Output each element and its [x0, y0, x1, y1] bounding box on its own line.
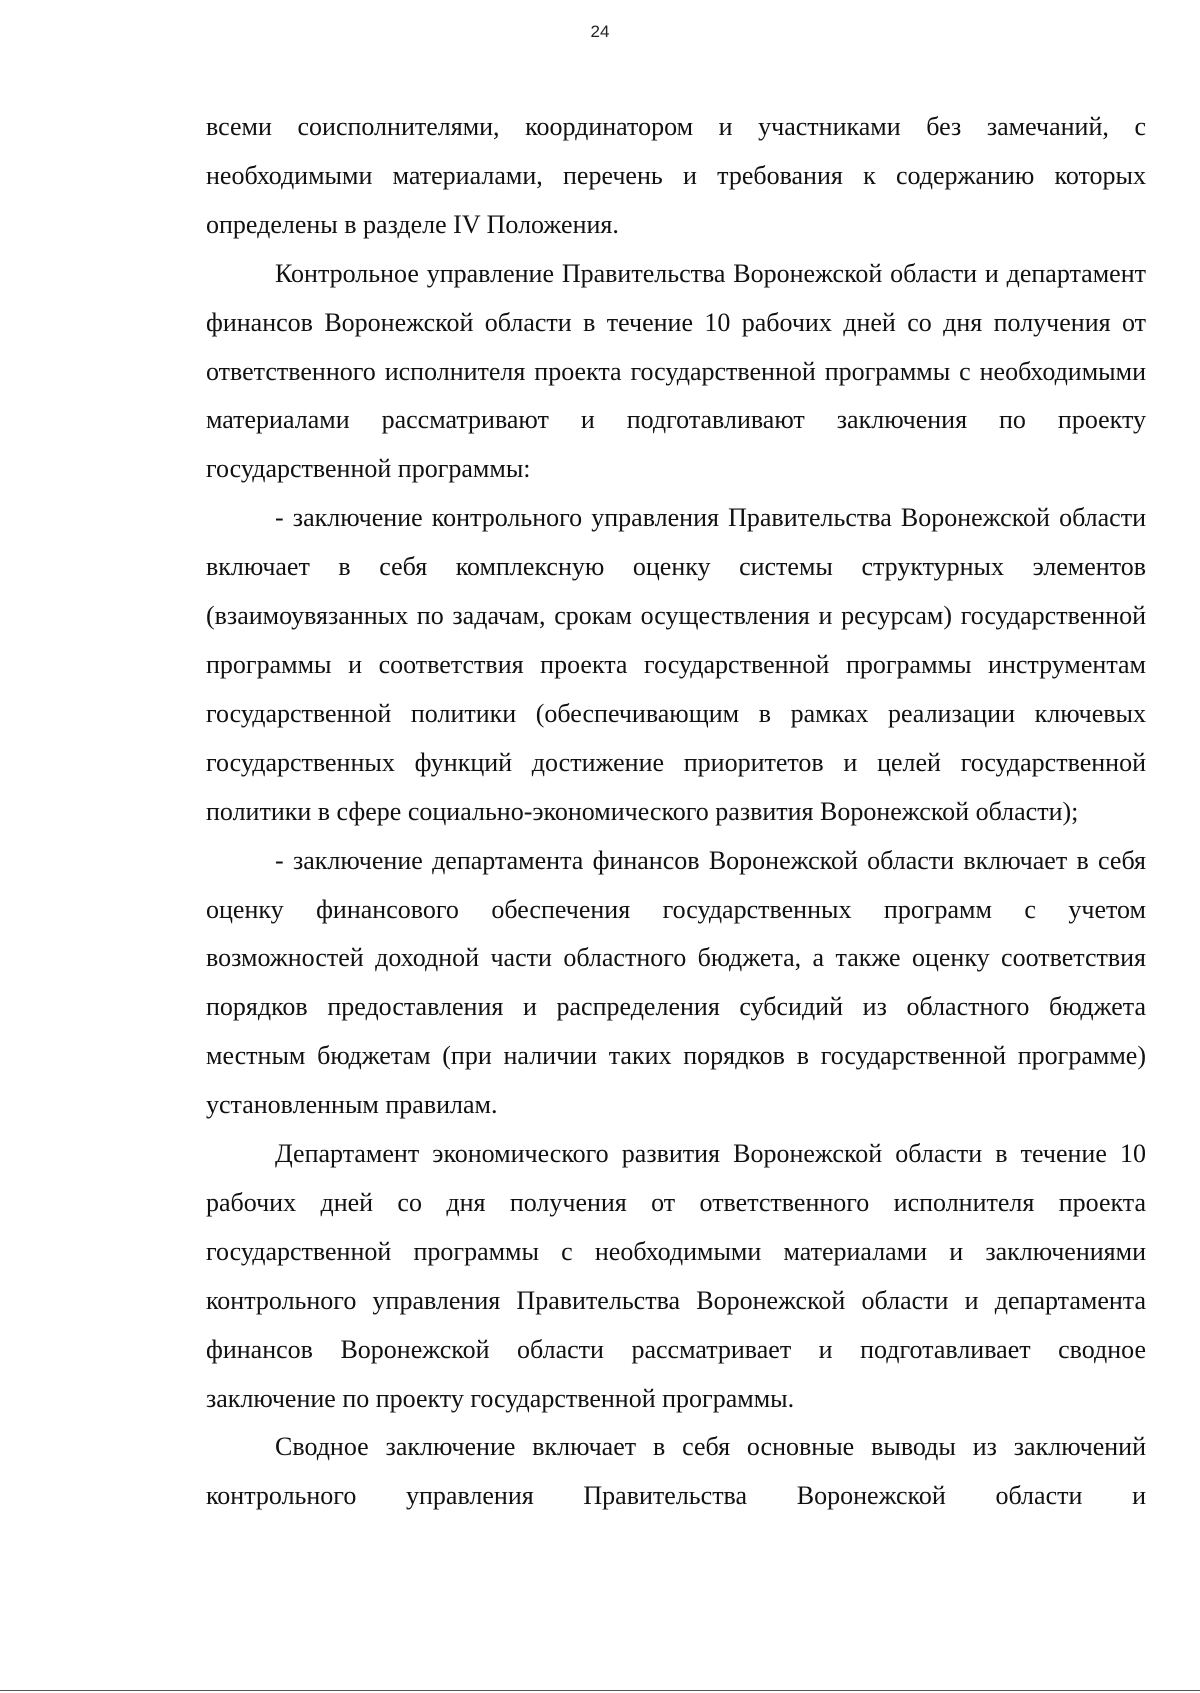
page-number: 24	[590, 22, 610, 41]
paragraph-review-conclusions: Контрольное управление Правительства Воронежской области и департамент финансов Воронежской области в течение 10 рабочих дней со дня получения от ответственного исполнителя проекта государственной программы с необходимыми материалами рассматривают и подготавливают заключения по проекту государственной программы:	[206, 258, 1146, 484]
paragraph-control-department-conclusion: - заключение контрольного управления Правительства Воронежской области включает в себя комплексную оценку системы структурных элементов (взаимоувязанных по задачам, срокам осуществления и ресурсам) государственной программы и соответствия проекта государственной программы инструментам государственной политики (обеспечивающим в рамках реализации ключевых государственных функций достижение приоритетов и целей государственной политики в сфере социально-экономического развития Воронежской области);	[206, 503, 1146, 826]
paragraph-summary-conclusion: Сводное заключение включает в себя основные выводы из заключений контрольного управления Правительства Воронежской области и	[206, 1432, 1146, 1511]
paragraph-economic-development-summary: Департамент экономического развития Воронежской области в течение 10 рабочих дней со дня получения от ответственного исполнителя проекта государственной программы с необходимыми материалами и заключениями контрольного управления Правительства Воронежской области и департамента финансов Воронежской области рассматривает и подготавливает сводное заключение по проекту государственной программы.	[206, 1139, 1146, 1413]
document-body	[206, 103, 1146, 1521]
paragraph-finance-department-conclusion: - заключение департамента финансов Воронежской области включает в себя оценку финансового обеспечения государственных программ с учетом возможностей доходной части областного бюджета, а также оценку соответствия порядков предоставления и распределения субсидий из областного бюджета местным бюджетам (при наличии таких порядков в государственной программе) установленным правилам.	[206, 845, 1146, 1120]
paragraph-continuation: всеми соисполнителями, координатором и участниками без замечаний, с необходимыми материалами, перечень и требования к содержанию которых определены в разделе IV Положения.	[206, 112, 1146, 239]
page-bottom-edge	[0, 1690, 1200, 1691]
